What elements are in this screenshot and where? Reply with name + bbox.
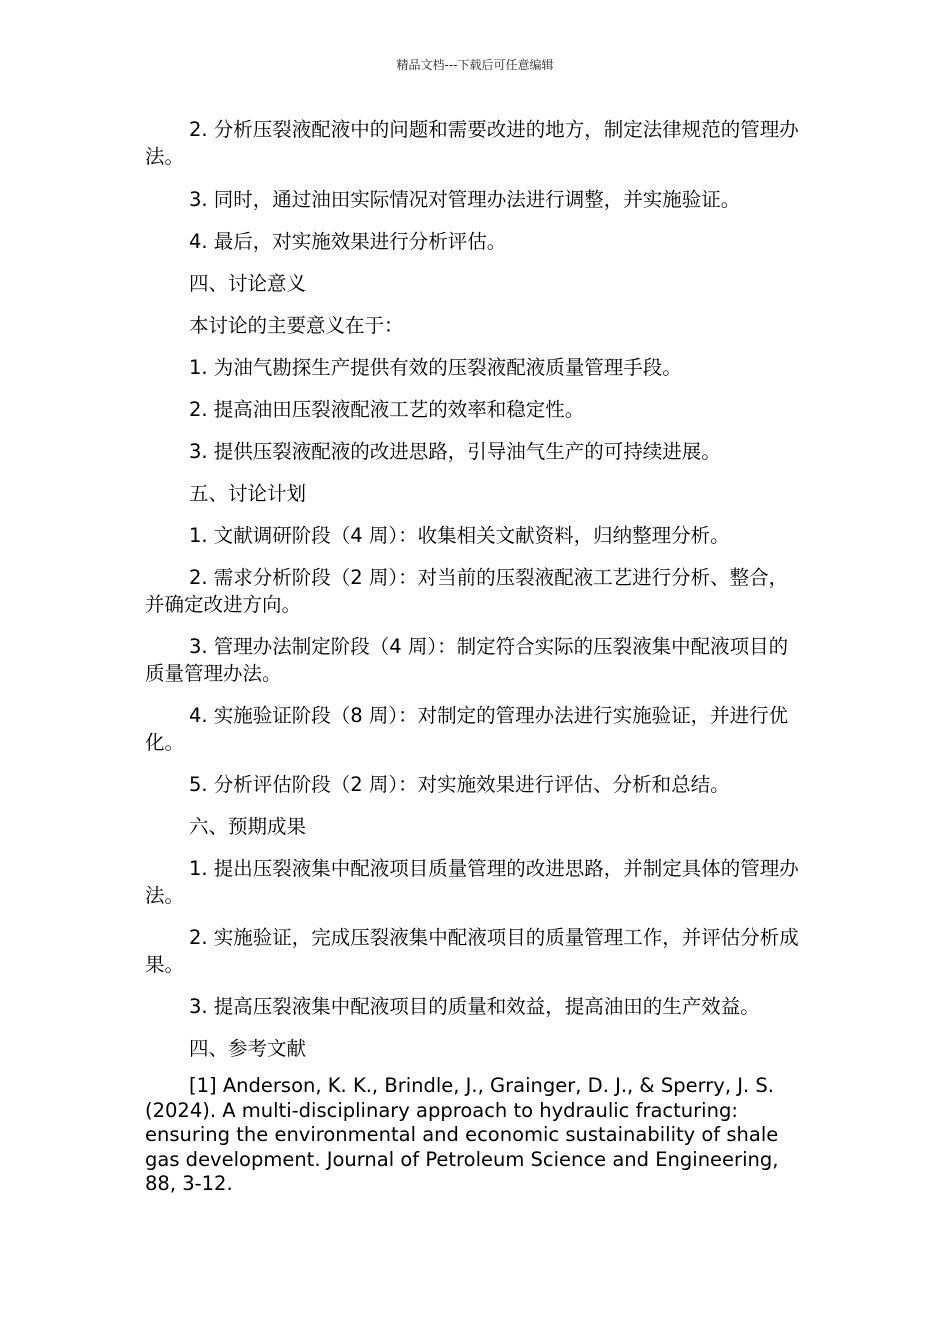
list-item-significance-2: 2. 提高油田压裂液配液工艺的效率和稳定性。 [189,398,585,421]
list-item-plan-3: 3. 管理办法制定阶段（4 周）：制定符合实际的压裂液集中配液项目的质量管理办法。 [145,635,789,685]
list-item-plan-1: 1. 文献调研阶段（4 周）：收集相关文献资料，归纳整理分析。 [189,524,730,547]
paragraph-evaluate: 4. 最后，对实施效果进行分析评估。 [189,230,507,253]
section-heading-significance: 四、讨论意义 [189,272,307,295]
section-heading-plan: 五、讨论计划 [189,482,307,505]
paragraph-analysis-problems: 2. 分析压裂液配液中的问题和需要改进的地方，制定法律规范的管理办法。 [145,118,799,168]
list-item-plan-2: 2. 需求分析阶段（2 周）：对当前的压裂液配液工艺进行分析、整合，并确定改进方向。 [145,566,789,616]
list-item-significance-3: 3. 提供压裂液配液的改进思路，引导油气生产的可持续进展。 [189,440,721,463]
document-body [145,116,805,1197]
list-item-outcome-1: 1. 提出压裂液集中配液项目质量管理的改进思路，并制定具体的管理办法。 [145,857,799,907]
list-item-outcome-2: 2. 实施验证，完成压裂液集中配液项目的质量管理工作，并评估分析成果。 [145,926,799,976]
paragraph-significance-intro: 本讨论的主要意义在于： [189,314,404,337]
list-item-plan-4: 4. 实施验证阶段（8 周）：对制定的管理办法进行实施验证，并进行优化。 [145,704,789,754]
section-heading-outcomes: 六、预期成果 [189,815,307,838]
reference-entry: [1] Anderson, K. K., Brindle, J., Grainger, D. J., & Sperry, J. S. (2024). A multi-disciplinary approach to hydraulic fracturing: ensuring the environmental and economic sustainability of shale gas development. Journal of Petroleum Science and Engineering, 88, 3-12. [145,1074,779,1195]
list-item-plan-5: 5. 分析评估阶段（2 周）：对实施效果进行评估、分析和总结。 [189,773,730,796]
section-heading-references: 四、参考文献 [189,1037,307,1060]
page-header: 精品文档---下载后可任意编辑 [396,58,554,72]
paragraph-adjust-verify: 3. 同时，通过油田实际情况对管理办法进行调整，并实施验证。 [189,188,741,211]
list-item-significance-1: 1. 为油气勘探生产提供有效的压裂液配液质量管理手段。 [189,356,682,379]
list-item-outcome-3: 3. 提高压裂液集中配液项目的质量和效益，提高油田的生产效益。 [189,995,760,1018]
